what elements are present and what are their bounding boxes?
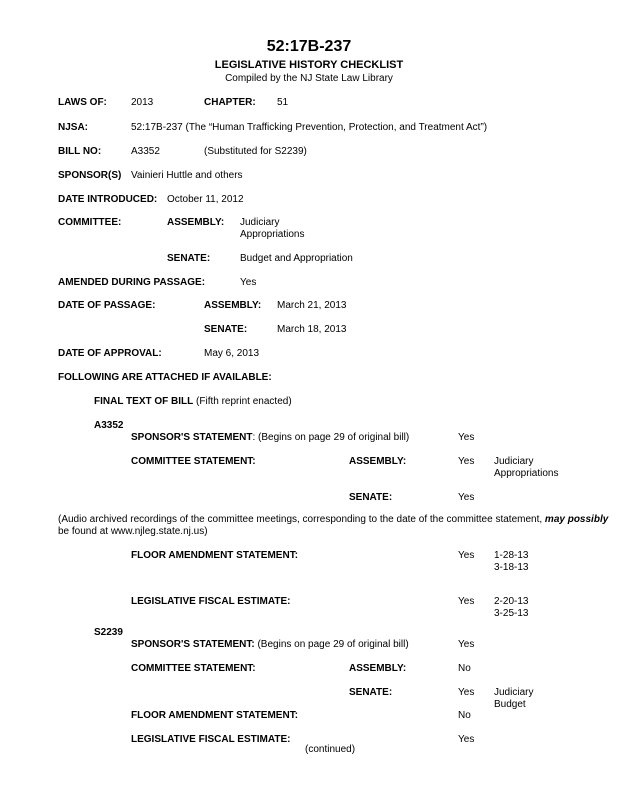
- committee-assembly-2: Appropriations: [240, 229, 305, 240]
- a3352-fiscal-date-2: 3-25-13: [494, 608, 529, 619]
- date-introduced-value: October 11, 2012: [167, 194, 244, 205]
- amended-value: Yes: [240, 277, 257, 288]
- a3352-fiscal-date-1: 2-20-13: [494, 596, 529, 607]
- a3352-fiscal-value: Yes: [458, 596, 475, 607]
- attached-heading: FOLLOWING ARE ATTACHED IF AVAILABLE:: [58, 372, 272, 383]
- a3352-floor-date-2: 3-18-13: [494, 562, 529, 573]
- passage-assembly-date: March 21, 2013: [277, 300, 347, 311]
- laws-of-year: 2013: [131, 97, 154, 108]
- chapter-number: 51: [277, 97, 289, 108]
- audio-note-text: (Audio archived recordings of the committee meetings, corresponding to the date of the committee statement,: [58, 514, 543, 525]
- approval-label: DATE OF APPROVAL:: [58, 348, 162, 359]
- a3352-assembly-committee-1: Judiciary: [494, 456, 534, 467]
- a3352-fiscal-label: LEGISLATIVE FISCAL ESTIMATE:: [131, 596, 291, 607]
- s2239-floor-label: FLOOR AMENDMENT STATEMENT:: [131, 710, 299, 721]
- bill-no-label: BILL NO:: [58, 146, 102, 157]
- sponsor-value: Vainieri Huttle and others: [131, 170, 243, 181]
- s2239-floor-value: No: [458, 710, 471, 721]
- s2239-senate-committee-2: Budget: [494, 699, 526, 710]
- njsa-label: NJSA:: [58, 122, 89, 133]
- a3352-floor-date-1: 1-28-13: [494, 550, 529, 561]
- sponsor-label: SPONSOR(S): [58, 170, 122, 181]
- committee-senate: Budget and Appropriation: [240, 253, 353, 264]
- audio-note-line-2: be found at www.njleg.state.nj.us): [58, 526, 208, 537]
- a3352-senate-label: SENATE:: [349, 492, 393, 503]
- committee-senate-label: SENATE:: [167, 253, 211, 264]
- a3352-sponsor-label: SPONSOR'S STATEMENT: [131, 432, 253, 443]
- passage-senate-date: March 18, 2013: [277, 324, 347, 335]
- a3352-bill-label: A3352: [94, 420, 124, 431]
- compiled-by: Compiled by the NJ State Law Library: [225, 73, 393, 84]
- a3352-sponsor-value: Yes: [458, 432, 475, 443]
- a3352-floor-label: FLOOR AMENDMENT STATEMENT:: [131, 550, 299, 561]
- a3352-assembly-label: ASSEMBLY:: [349, 456, 407, 467]
- a3352-assembly-committee-2: Appropriations: [494, 468, 559, 479]
- approval-date: May 6, 2013: [204, 348, 260, 359]
- committee-label: COMMITTEE:: [58, 217, 122, 228]
- s2239-senate-committee-1: Judiciary: [494, 687, 534, 698]
- s2239-sponsor-note: (Begins on page 29 of original bill): [257, 639, 409, 650]
- s2239-committee-label: COMMITTEE STATEMENT:: [131, 663, 256, 674]
- s2239-bill-label: S2239: [94, 627, 123, 638]
- s2239-assembly-value: No: [458, 663, 471, 674]
- laws-of-label: LAWS OF:: [58, 97, 107, 108]
- date-introduced-label: DATE INTRODUCED:: [58, 194, 158, 205]
- amended-label: AMENDED DURING PASSAGE:: [58, 277, 206, 288]
- s2239-sponsor-value: Yes: [458, 639, 475, 650]
- a3352-floor-value: Yes: [458, 550, 475, 561]
- s2239-senate-label: SENATE:: [349, 687, 393, 698]
- final-text-line: [94, 396, 292, 408]
- passage-senate-label: SENATE:: [204, 324, 248, 335]
- s2239-sponsor-line: [131, 639, 409, 651]
- a3352-senate-value: Yes: [458, 492, 475, 503]
- final-text-label: FINAL TEXT OF BILL: [94, 396, 194, 407]
- final-text-note: (Fifth reprint enacted): [196, 396, 292, 407]
- continued-note: (continued): [305, 744, 356, 755]
- page-subtitle: LEGISLATIVE HISTORY CHECKLIST: [214, 59, 404, 71]
- a3352-sponsor-line: [131, 432, 409, 444]
- audio-note-emphasis: may possibly: [544, 514, 609, 525]
- committee-assembly-label: ASSEMBLY:: [167, 217, 225, 228]
- a3352-committee-label: COMMITTEE STATEMENT:: [131, 456, 256, 467]
- chapter-label: CHAPTER:: [204, 97, 256, 108]
- s2239-senate-value: Yes: [458, 687, 475, 698]
- passage-label: DATE OF PASSAGE:: [58, 300, 156, 311]
- substituted-note: (Substituted for S2239): [204, 146, 307, 157]
- njsa-value: 52:17B-237 (The “Human Trafficking Prevention, Protection, and Treatment Act”): [131, 122, 488, 133]
- a3352-assembly-value: Yes: [458, 456, 475, 467]
- passage-assembly-label: ASSEMBLY:: [204, 300, 262, 311]
- s2239-assembly-label: ASSEMBLY:: [349, 663, 407, 674]
- page-title: 52:17B-237: [266, 38, 352, 55]
- committee-assembly-1: Judiciary: [240, 217, 280, 228]
- s2239-fiscal-label: LEGISLATIVE FISCAL ESTIMATE:: [131, 734, 291, 745]
- bill-number: A3352: [131, 146, 160, 157]
- s2239-sponsor-label: SPONSOR'S STATEMENT:: [131, 639, 255, 650]
- audio-note-line-1: [58, 514, 608, 526]
- a3352-sponsor-note: : (Begins on page 29 of original bill): [252, 432, 410, 443]
- s2239-fiscal-value: Yes: [458, 734, 475, 745]
